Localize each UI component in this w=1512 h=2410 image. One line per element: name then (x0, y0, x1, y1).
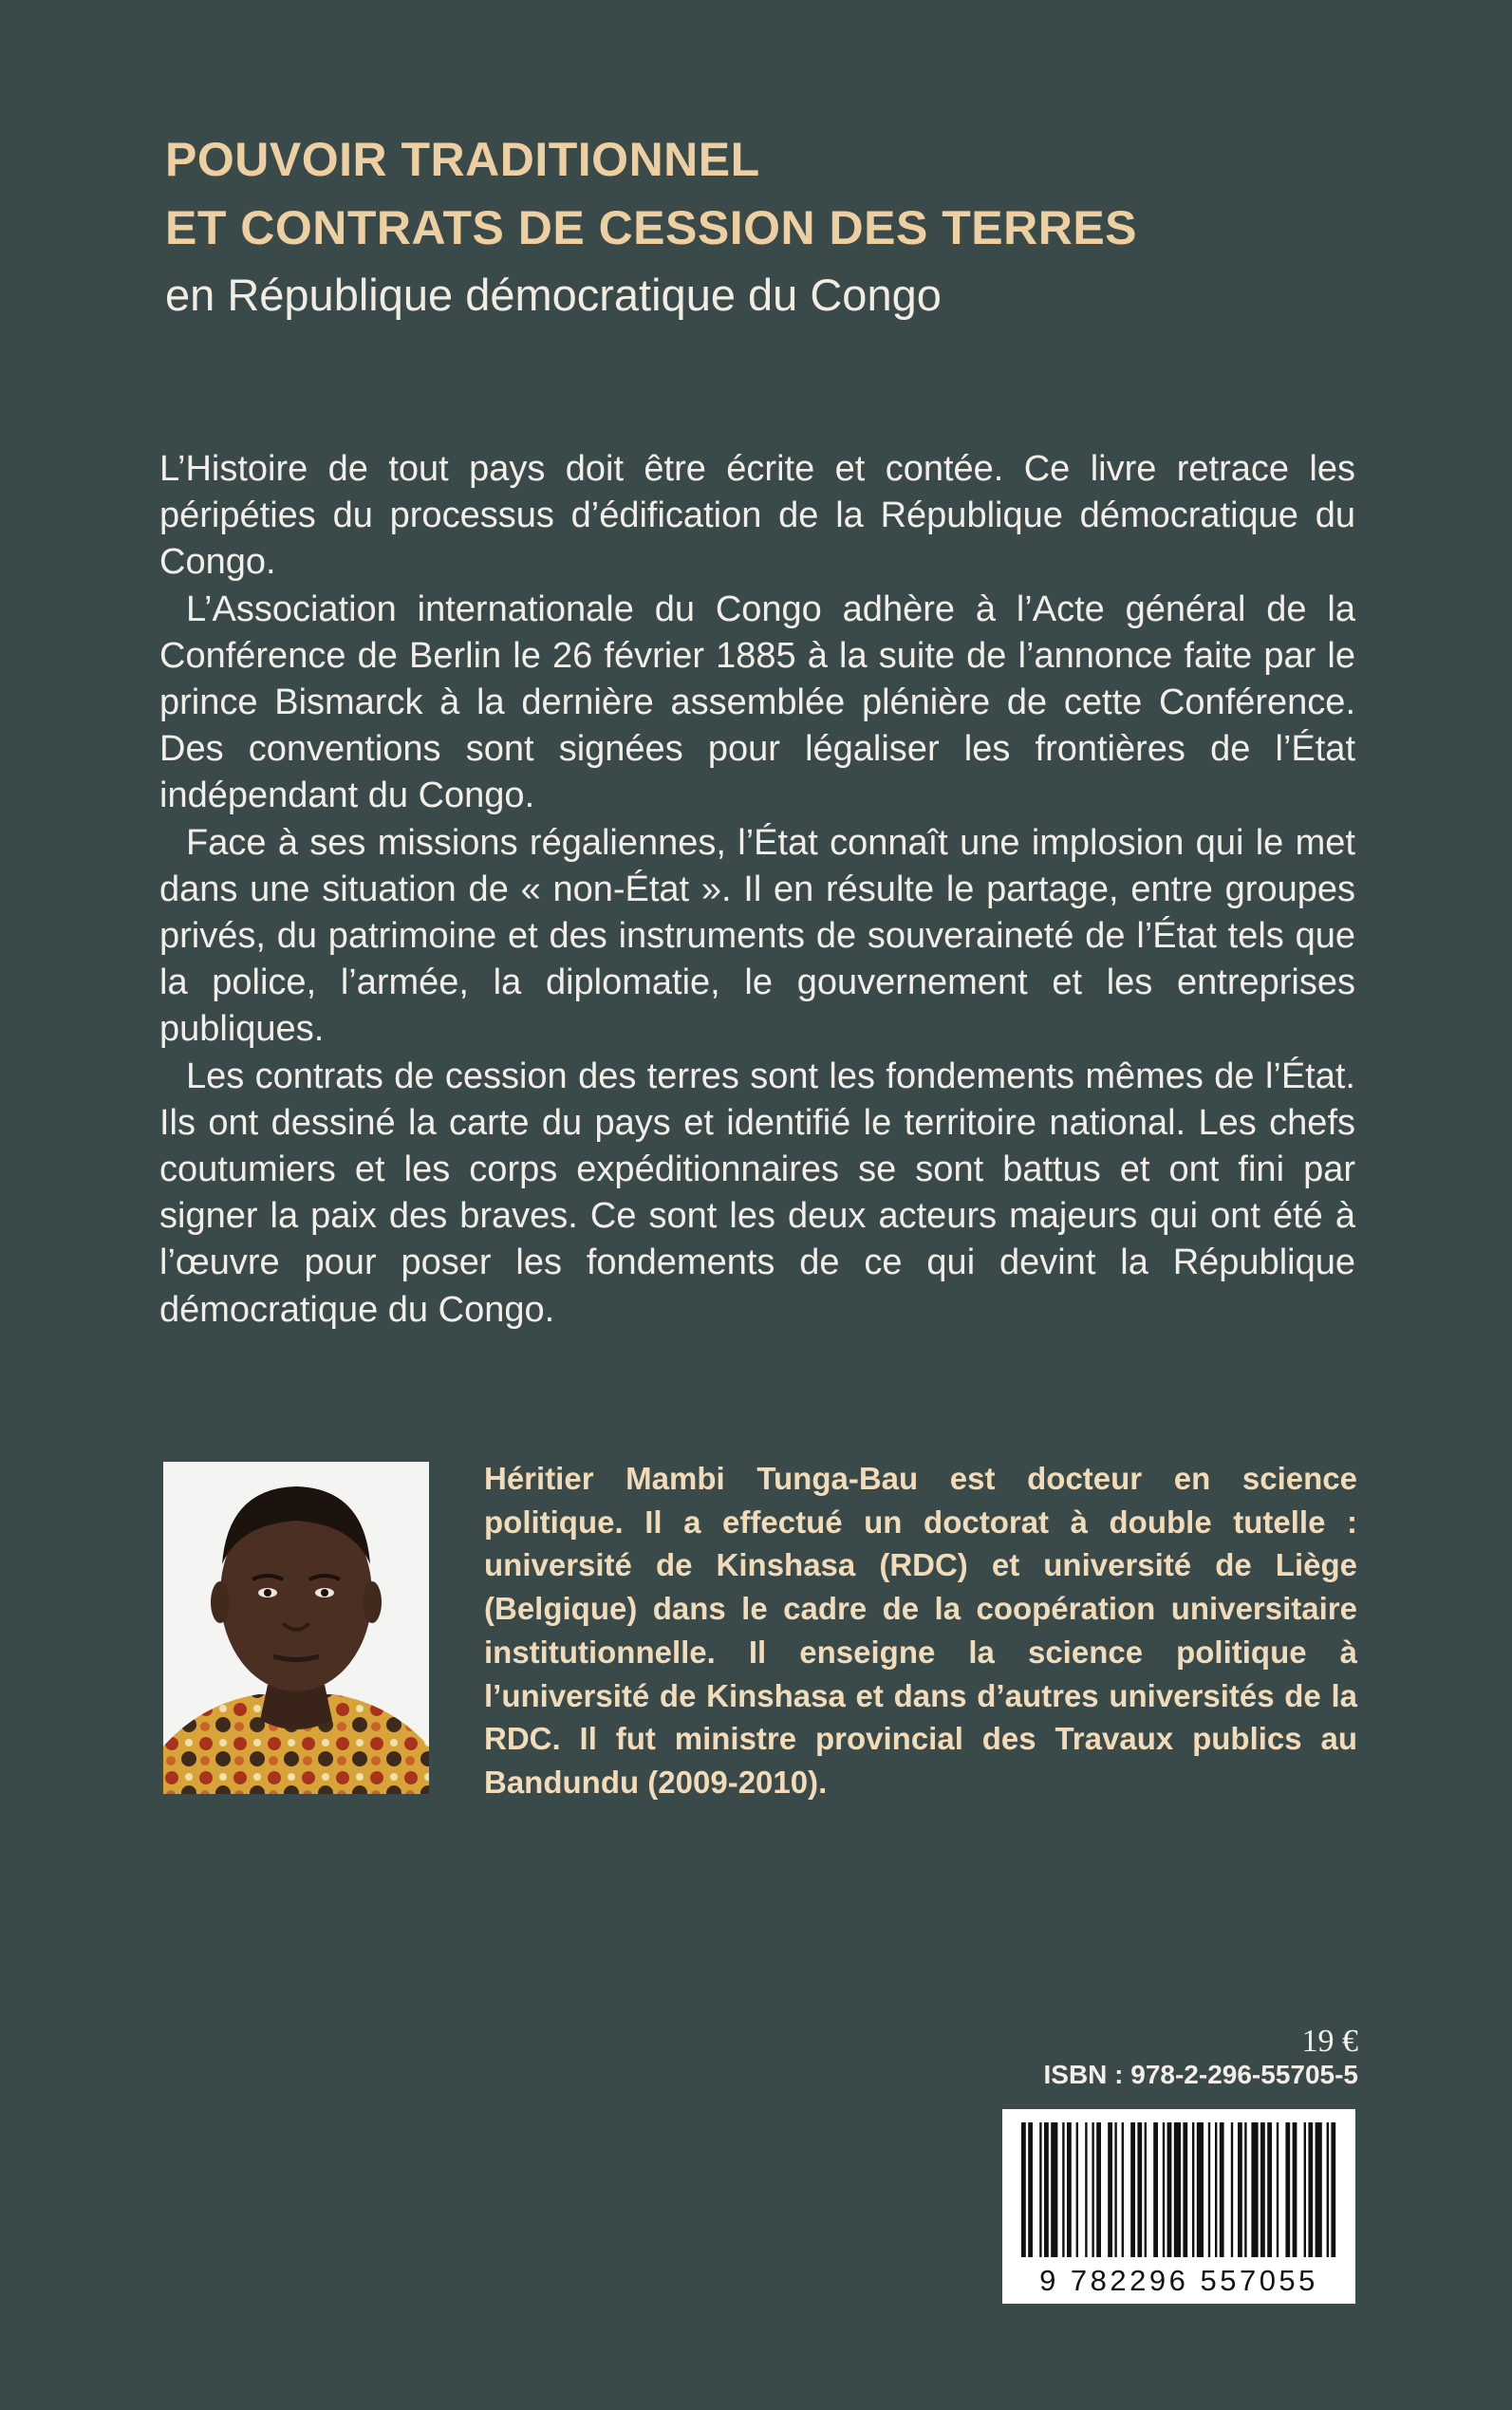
barcode-bar (1244, 2122, 1246, 2257)
barcode-bar (1231, 2122, 1233, 2257)
barcode-bar (1208, 2122, 1210, 2257)
barcode-bar (1153, 2122, 1158, 2257)
barcode-bar (1331, 2122, 1335, 2257)
price: 19 € (1301, 2024, 1358, 2059)
barcode-bar (1285, 2122, 1290, 2257)
barcode-bar (1293, 2122, 1297, 2257)
barcode-bar (1039, 2122, 1041, 2257)
barcode-bar (1308, 2122, 1313, 2257)
barcode-bar (1096, 2122, 1101, 2257)
barcode-bar (1316, 2122, 1322, 2257)
blurb-paragraph-3: Face à ses missions régaliennes, l’État connaît une implosion qui le met dans une situation de « non-État ». Il en résulte le partage, entre groupes privés, du patrimoine et des instruments de souveraineté de l’État tels que la police, l’armée, la diplomatie, le gouvernement et les entreprises publiques. (159, 822, 1355, 1050)
barcode-bar (1085, 2122, 1087, 2257)
blurb-paragraph-4: Les contrats de cession des terres sont les fondements mêmes de l’État. Ils ont dessiné la carte du pays et identifié le territoire national. Les chefs coutumiers et les corps expéditionnaires se sont battus et ont fini par signer la paix des braves. Ce sont les deux acteurs majeurs qui ont été à l’œuvre pour poser les fondements de ce qui devint la République démocratique du Congo. (159, 1056, 1355, 1330)
barcode-bar (1304, 2122, 1306, 2257)
barcode-bar (1021, 2122, 1026, 2257)
barcode-bar (1260, 2122, 1265, 2257)
barcode-bar (1137, 2122, 1142, 2257)
barcode-bar (1238, 2122, 1242, 2257)
barcode-bar (1277, 2122, 1279, 2257)
barcode-bar (1167, 2122, 1172, 2257)
barcode-bar (1067, 2122, 1072, 2257)
author-photo (163, 1462, 429, 1794)
barcode-bar (1267, 2122, 1272, 2257)
barcode (1002, 2109, 1355, 2304)
barcode-bar (1028, 2122, 1033, 2257)
barcode-bar (1174, 2122, 1181, 2257)
barcode-bar (1327, 2122, 1329, 2257)
author-portrait-image (163, 1462, 429, 1794)
barcode-bar (1145, 2122, 1147, 2257)
title-line-2: ET CONTRATS DE CESSION DES TERRES (165, 201, 1138, 254)
barcode-bar (1163, 2122, 1165, 2257)
barcode-bar (1076, 2122, 1078, 2257)
barcode-bar (1092, 2122, 1093, 2257)
barcode-bar (1220, 2122, 1224, 2257)
barcode-bar (1251, 2122, 1258, 2257)
blurb-paragraph-1: L’Histoire de tout pays doit être écrite et contée. Ce livre retrace les péripéties du processus d’édification de la République démocratique du Congo. (159, 449, 1355, 583)
barcode-bar (1197, 2122, 1204, 2257)
barcode-bar (1192, 2122, 1194, 2257)
title-line-1: POUVOIR TRADITIONNEL (165, 133, 760, 186)
barcode-bar (1044, 2122, 1049, 2257)
barcode-bar (1114, 2122, 1116, 2257)
blurb-text (159, 446, 1355, 1334)
barcode-bar (1183, 2122, 1187, 2257)
barcode-bar (1122, 2122, 1124, 2257)
barcode-bar (1108, 2122, 1112, 2257)
barcode-bar (1051, 2122, 1057, 2257)
subtitle: en République démocratique du Congo (165, 270, 942, 320)
barcode-bar (1062, 2122, 1064, 2257)
blurb-paragraph-2: L’Association internationale du Congo adhère à l’Acte général de la Conférence de Berlin le 26 février 1885 à la suite de l’annonce faite par le prince Bismarck à la dernière assemblée plénière de cette Conférence. Des conventions sont signées pour légaliser les frontières de l’État indépendant du Congo. (159, 588, 1355, 816)
title-block (165, 125, 1342, 327)
barcode-digits: 9 782296 557055 (1039, 2264, 1318, 2297)
barcode-bar (1215, 2122, 1217, 2257)
author-bio: Héritier Mambi Tunga-Bau est docteur en science politique. Il a effectué un doctorat à double tutelle : université de Kinshasa (RDC) et université de Liège (Belgique) dans le cadre de la coopération universitaire institutionnelle. Il enseigne la science politique à l’université de Kinshasa et dans d’autres universités de la RDC. Il fut ministre provincial des Travaux publics au Bandundu (2009-2010). (484, 1461, 1357, 1800)
isbn: ISBN : 978-2-296-55705-5 (1043, 2060, 1358, 2089)
barcode-bar (1130, 2122, 1135, 2257)
